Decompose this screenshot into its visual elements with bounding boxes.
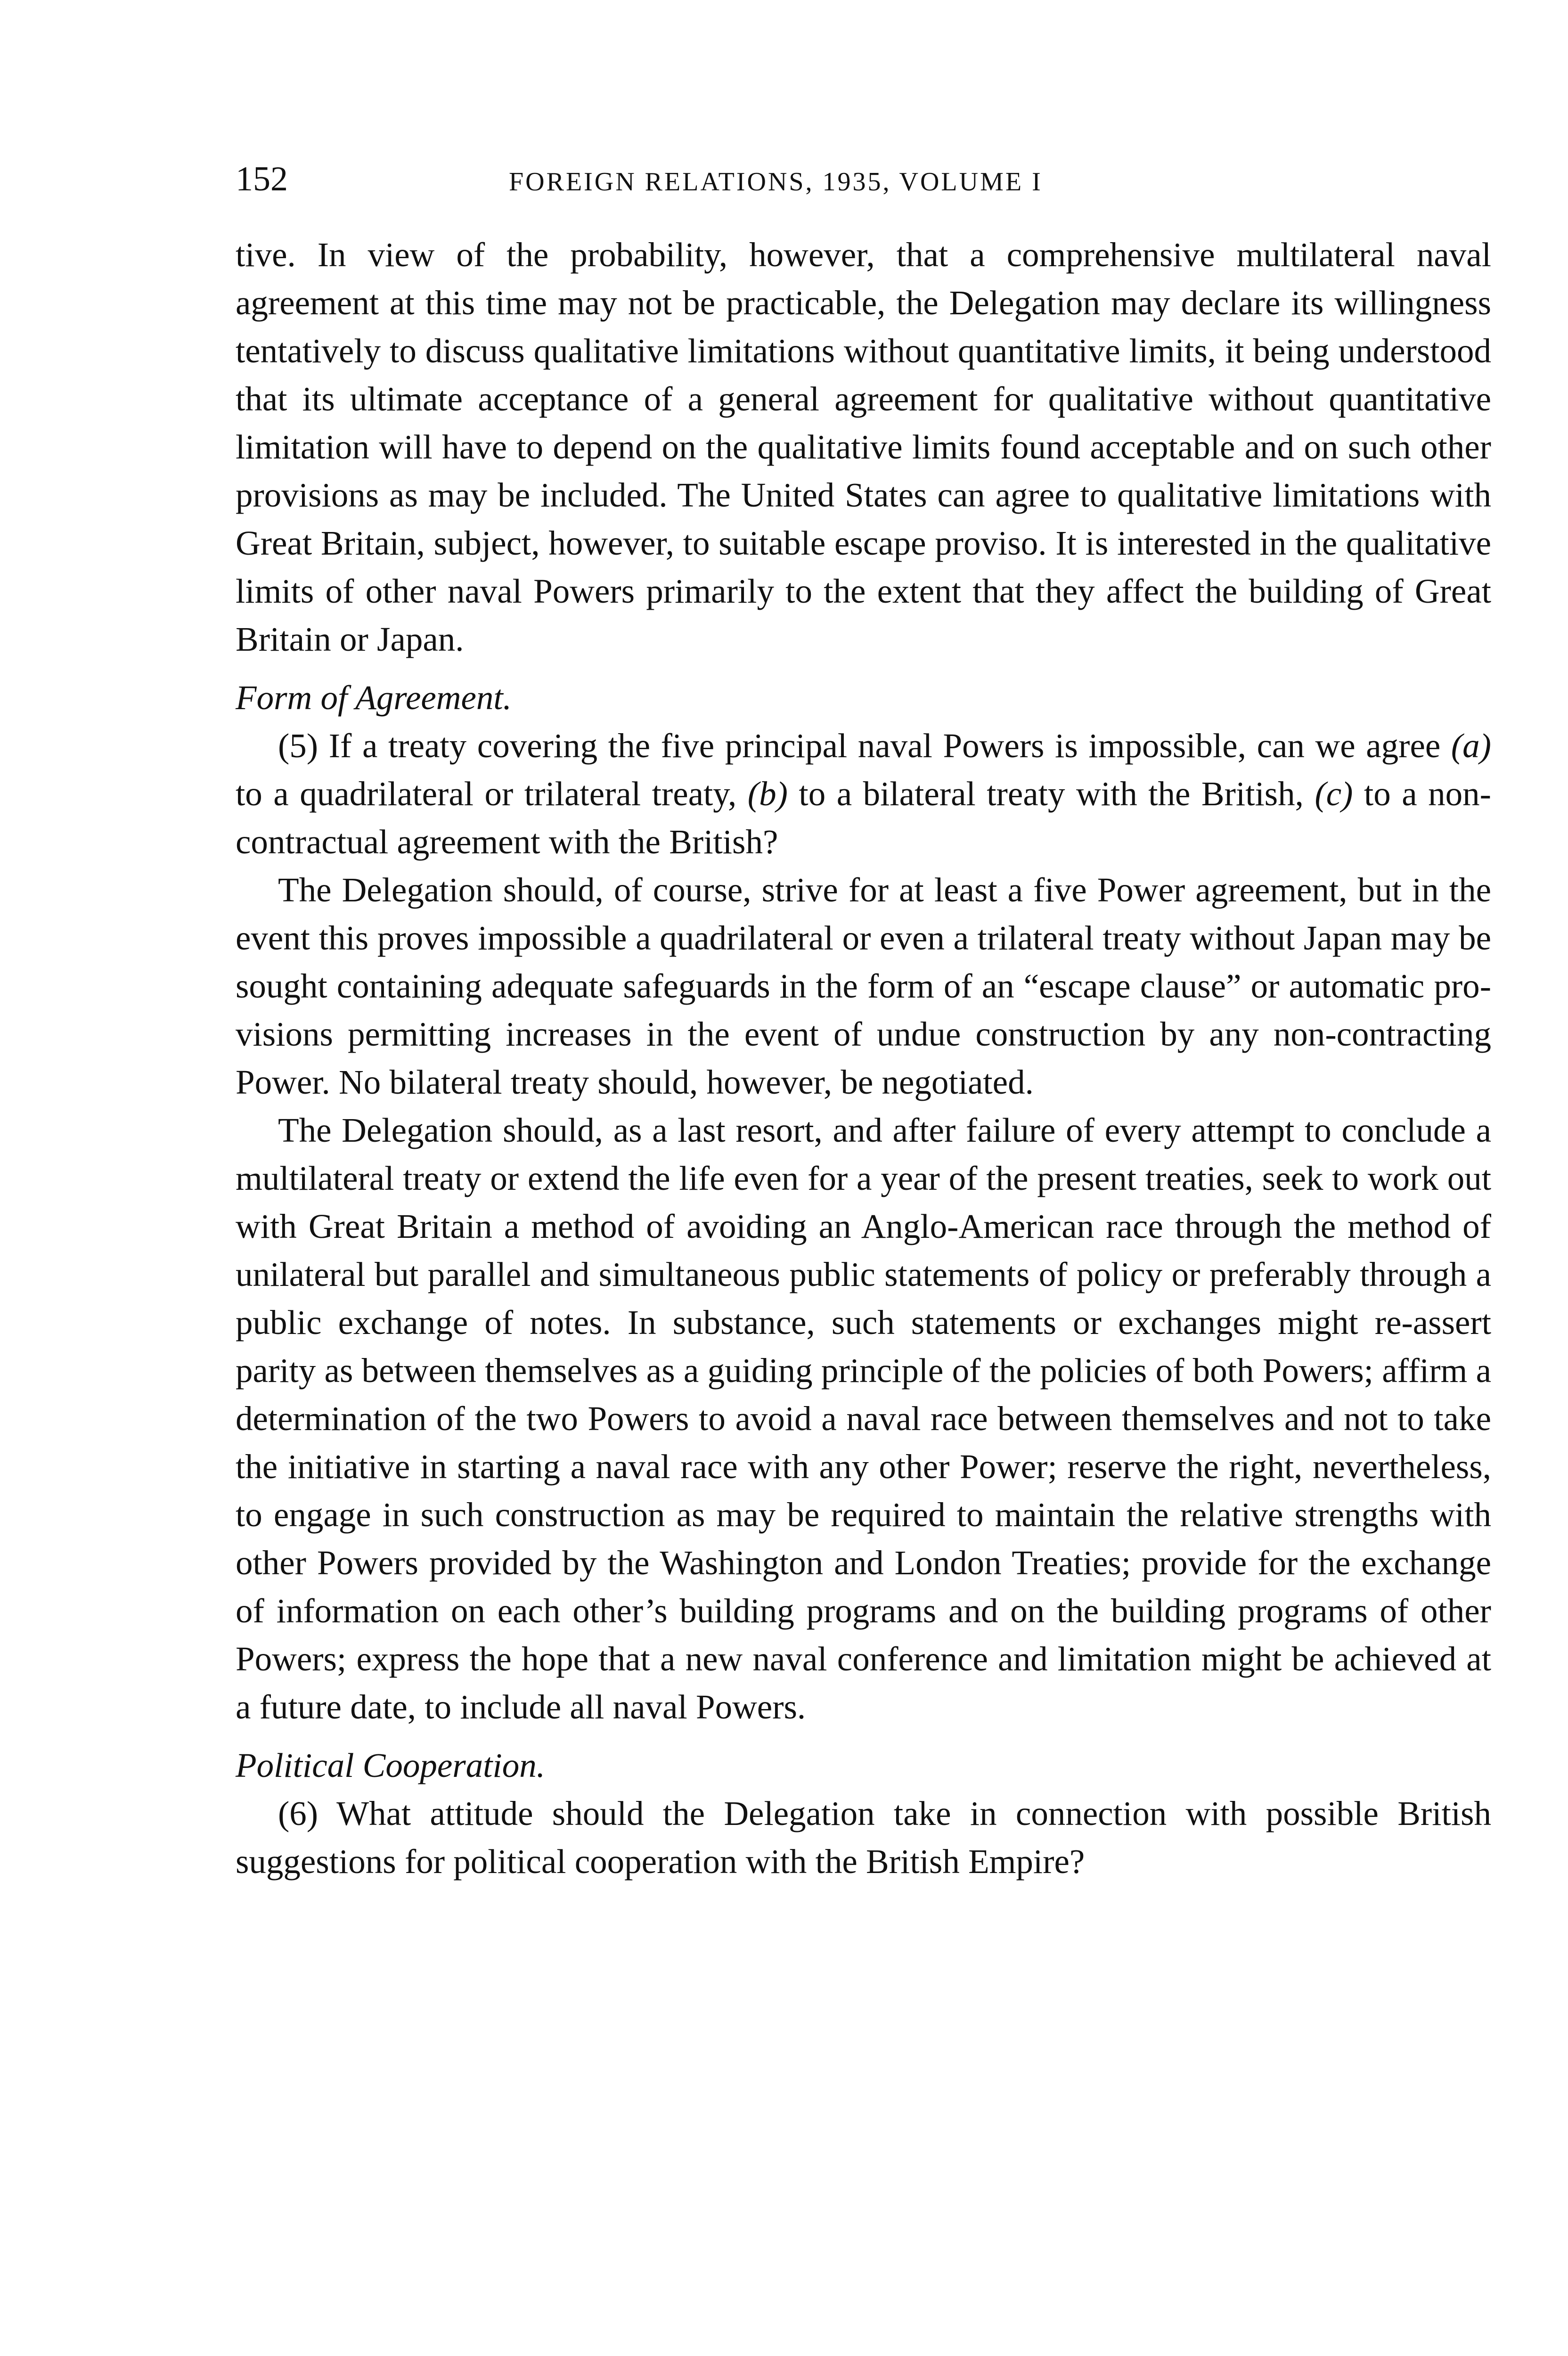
question-5-text-2: to a quadrilateral or trilateral treaty, xyxy=(236,775,748,813)
answer-5-paragraph-1: The Delegation should, of course, strive for at least a five Power agreement, but in the event this proves impossible a quadrilateral or even a trilateral treaty without Japan may be sought containing adequate safeguards in the form of an “escape clause” or automatic provisions permitting increases in the event of undue construction by any non-contracting Power. No bilateral treaty should, however, be negotiated. xyxy=(236,871,1491,1101)
answer-5-paragraph-2: The Delegation should, as a last resort, and after failure of every attempt to conclude a multilateral treaty or extend the life even for a year of the present treaties, seek to work out with Great Britain a method of avoiding an Anglo-American race through the method of unilateral but parallel and simultaneous public statements of policy or preferably through a public exchange of notes. In substance, such statements or exchanges might re-assert parity as between themselves as a guiding principle of the policies of both Powers; affirm a determination of the two Powers to avoid a naval race between themselves and not to take the initiative in starting a naval race with any other Power; reserve the right, nevertheless, to engage in such construction as may be required to maintain the relative strengths with other Powers provided by the Washington and London Treaties; provide for the exchange of information on each other’s building programs and on the building programs of other Powers; express the hope that a new naval conference and limitation might be achieved at a future date, to include all naval Powers. xyxy=(236,1111,1491,1726)
question-5-option-a: (a) xyxy=(1451,727,1491,765)
section-heading-form-of-agreement: Form of Agreement. xyxy=(236,679,512,717)
section-heading-political-cooperation: Political Cooperation. xyxy=(236,1746,545,1784)
running-head: FOREIGN RELATIONS, 1935, VOLUME I xyxy=(509,167,1043,196)
question-5-option-c: (c) xyxy=(1315,775,1353,813)
question-5-option-b: (b) xyxy=(747,775,788,813)
question-5-text-4: to a non-contractual agreement with the British? xyxy=(236,775,1491,861)
paragraph-continuation: tive. In view of the probability, however, that a comprehensive multilateral naval agreement at this time may not be practicable, the Delegation may declare its willingness tentatively to discuss qualitative limitations without quantitative limits, it being understood that its ultimate acceptance of a general agreement for qualitative without quantitative limitation will have to depend on the qualitative limits found acceptable and on such other provisions as may be included. The United States can agree to qualitative limitations with Great Britain, subject, however, to suitable escape proviso. It is interested in the qualitative limits of other naval Powers primarily to the extent that they affect the building of Great Britain or Japan. xyxy=(236,236,1491,658)
document-page xyxy=(236,155,1491,1886)
question-5 xyxy=(236,722,1491,866)
question-5-text-1: (5) If a treaty covering the five principal naval Powers is impossible, can we agree xyxy=(278,727,1451,765)
question-5-text-3: to a bilateral treaty with the British, xyxy=(787,775,1315,813)
page-number: 152 xyxy=(236,160,288,198)
page-header xyxy=(236,155,1491,207)
question-6: (6) What attitude should the Delegation take in connection with possible British suggestions for political cooperation with the British Empire? xyxy=(236,1794,1491,1881)
